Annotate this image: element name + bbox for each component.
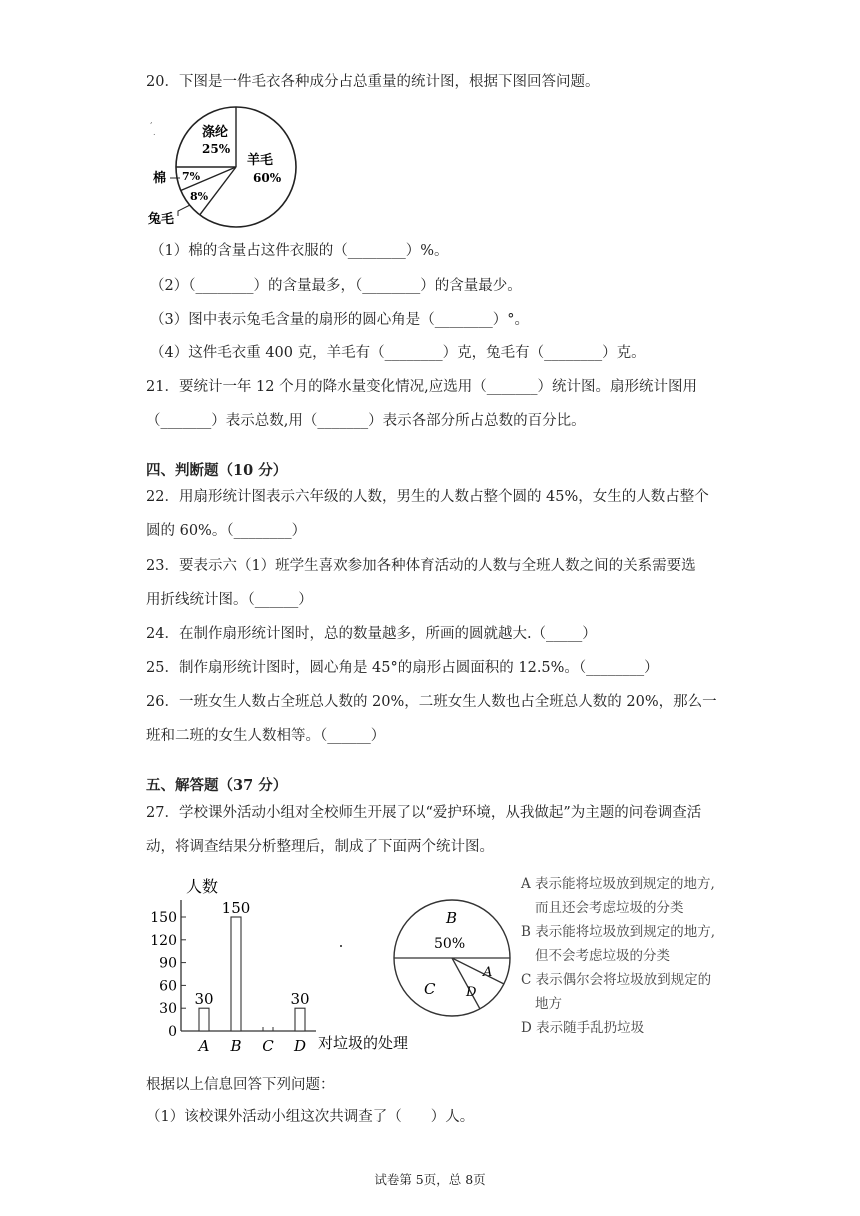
y-tick-label: 60: [159, 978, 177, 995]
q20-sub3: （3）图中表示兔毛含量的扇形的圆心角是（________）°。: [150, 312, 529, 328]
x-category-label: B: [230, 1037, 242, 1055]
wool-pie-chart: [140, 103, 300, 228]
slice-pct-cotton: 7%: [182, 170, 201, 183]
q22-line2: 圆的 60%。（________）: [146, 523, 307, 539]
y-tick-label: 0: [168, 1024, 177, 1040]
garbage-pie-chart: [390, 896, 514, 1020]
q21-line1: 21．要统计一年 12 个月的降水量变化情况,应选用（_______）统计图。扇形统计图用: [146, 379, 697, 395]
slice-label-wool: 羊毛: [247, 153, 274, 168]
slice-label-polyester: 涤纶: [202, 125, 229, 140]
y-tick-label: 150: [150, 910, 177, 926]
q26-line2: 班和二班的女生人数相等。（______）: [146, 728, 386, 744]
q27-line2: 动，将调查结果分析整理后，制成了下面两个统计图。: [146, 839, 494, 855]
bar-D: [295, 1008, 305, 1031]
y-tick-label: 90: [159, 955, 177, 972]
q24: 24．在制作扇形统计图时，总的数量越多，所画的圆就越大.（_____）: [146, 626, 597, 642]
pie-label-C: C: [424, 980, 436, 998]
q25: 25．制作扇形统计图时，圆心角是 45°的扇形占圆面积的 12.5%。（________）: [146, 660, 659, 676]
y-tick-label: 30: [159, 1001, 177, 1018]
bar-chart-ylabel: 人数: [186, 877, 219, 896]
section5-title: 五、解答题（37 分）: [146, 777, 288, 794]
q27-line1: 27．学校课外活动小组对全校师生开展了以“爱护环境，从我做起”为主题的问卷调查活: [146, 805, 702, 821]
q26-line1: 26．一班女生人数占全班总人数的 20%，二班女生人数也占全班总人数的 20%，那么一: [146, 694, 717, 710]
svg-text:,: ,: [150, 116, 153, 125]
pie-label-D: D: [466, 985, 477, 1000]
slice-label-rabbit: 兔毛: [148, 212, 175, 227]
q21-line2: （_______）表示总数,用（_______）表示各部分所占总数的百分比。: [146, 413, 586, 429]
x-category-label: C: [262, 1037, 274, 1055]
bar-B: [231, 917, 241, 1031]
bar-value-label: 150: [221, 899, 251, 917]
pie-label-A: A: [483, 965, 493, 980]
pie-pct-B: 50%: [434, 936, 466, 952]
q27-sub1: （1）该校课外活动小组这次共调查了（ ）人。: [146, 1109, 475, 1125]
slice-pct-polyester: 25%: [202, 142, 231, 156]
legend-B-line1: B 表示能将垃圾放到规定的地方,: [521, 924, 716, 940]
q20-sub4: （4）这件毛衣重 400 克，羊毛有（________）克，兔毛有（________）克。: [150, 345, 646, 361]
legend-A-line1: A 表示能将垃圾放到规定的地方,: [521, 876, 715, 892]
stray-dot: [340, 945, 342, 947]
legend-B-line2: 但不会考虑垃圾的分类: [535, 948, 670, 964]
pie-label-B: B: [446, 909, 458, 927]
svg-text:.: .: [153, 128, 156, 137]
bar-value-label: 30: [290, 990, 310, 1009]
y-tick-label: 120: [150, 932, 177, 949]
q27-intro: 根据以上信息回答下列问题：: [146, 1077, 335, 1093]
bar-value-label: 30: [194, 990, 214, 1009]
q20-sub1: （1）棉的含量占这件衣服的（________）%。: [150, 243, 449, 259]
legend-C-line2: 地方: [535, 996, 562, 1012]
q23-line2: 用折线统计图。（______）: [146, 592, 313, 608]
x-category-label: D: [293, 1037, 307, 1055]
legend-D: D 表示随手乱扔垃圾: [521, 1020, 645, 1036]
bar-A: [199, 1008, 209, 1031]
x-category-label: A: [198, 1037, 210, 1055]
legend-C-line1: C 表示偶尔会将垃圾放到规定的: [521, 972, 712, 988]
q20-sub2: （2）（________）的含量最多，（________）的含量最少。: [150, 278, 522, 294]
bar-chart-xlabel: 对垃圾的处理: [318, 1034, 409, 1052]
section4-title: 四、判断题（10 分）: [146, 462, 288, 479]
q22-line1: 22．用扇形统计图表示六年级的人数，男生的人数占整个圆的 45%，女生的人数占整个: [146, 489, 709, 505]
q20-stem: 20．下图是一件毛衣各种成分占总重量的统计图，根据下图回答问题。: [146, 74, 600, 90]
legend-A-line2: 而且还会考虑垃圾的分类: [535, 900, 684, 916]
q23-line1: 23．要表示六（1）班学生喜欢参加各种体育活动的人数与全班人数之间的关系需要选: [146, 558, 696, 574]
slice-pct-wool: 60%: [253, 171, 282, 185]
slice-label-cotton: 棉: [153, 171, 167, 186]
page-footer: 试卷第 5页，总 8页: [374, 1172, 486, 1187]
slice-pct-rabbit: 8%: [190, 190, 209, 203]
